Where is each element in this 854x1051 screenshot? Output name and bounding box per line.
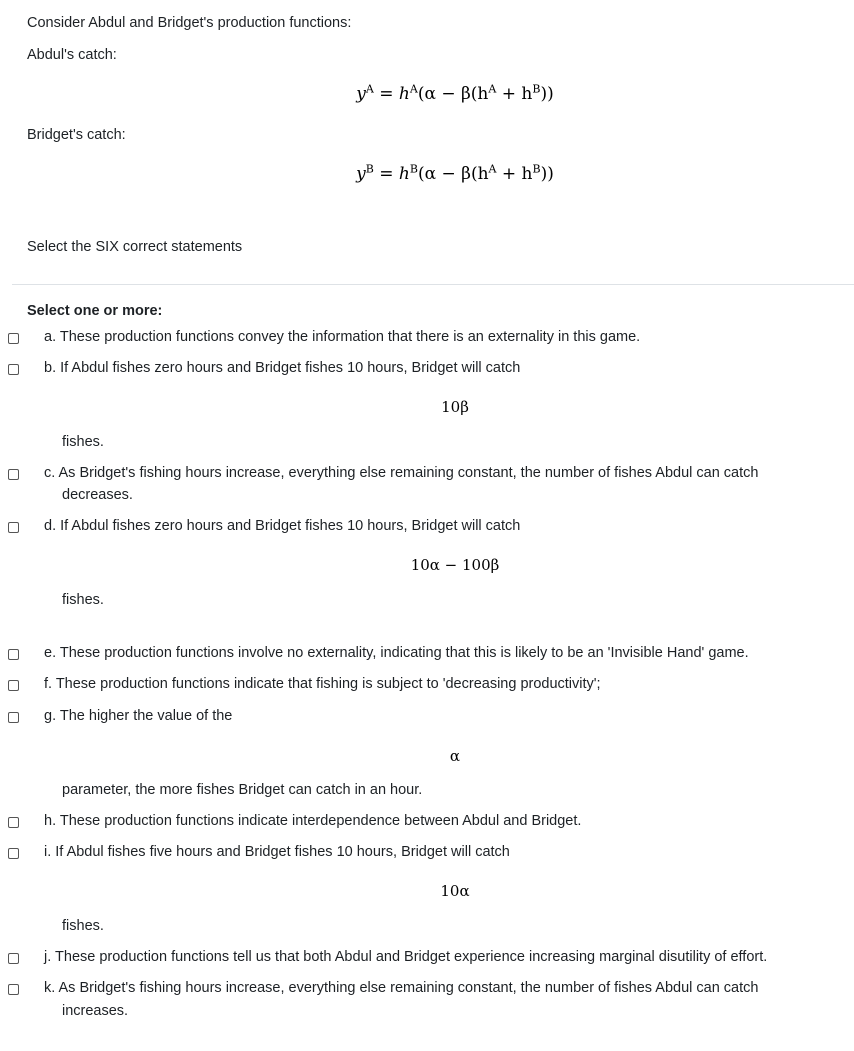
option-d-math: 10α − 100β xyxy=(410,556,500,574)
abdul-formula: $y^A = h^A(\alpha - \beta(h^A + h^B))$ xyxy=(356,82,554,104)
option-b-math: 10β xyxy=(441,398,469,416)
option-c-continuation: decreases. xyxy=(62,487,133,503)
option-e-label[interactable]: e. These production functions involve no externality, indicating that this is likely to be an 'Invisible Hand' game. xyxy=(44,645,749,661)
option-k-continuation: increases. xyxy=(62,1003,129,1019)
option-f-label[interactable]: f. These production functions indicate that fishing is subject to 'decreasing productivity'; xyxy=(44,676,601,692)
option-h-label[interactable]: h. These production functions indicate interdependence between Abdul and Bridget. xyxy=(44,813,582,829)
option-f-checkbox[interactable] xyxy=(8,680,19,691)
option-d-checkbox[interactable] xyxy=(8,522,19,533)
option-i-suffix: fishes. xyxy=(62,918,104,934)
bridget-formula: $y^B = h^B(\alpha - \beta(h^A + h^B))$ xyxy=(356,162,554,184)
instruction: Select the SIX correct statements xyxy=(27,239,243,255)
bridget-label: Bridget's catch: xyxy=(27,127,126,143)
option-i-math: 10α xyxy=(440,882,470,900)
option-i-label[interactable]: i. If Abdul fishes five hours and Bridget fishes 10 hours, Bridget will catch xyxy=(44,844,510,860)
question-intro: Consider Abdul and Bridget's production functions: xyxy=(27,15,352,31)
option-k-checkbox[interactable] xyxy=(8,984,19,995)
option-g-checkbox[interactable] xyxy=(8,712,19,723)
divider xyxy=(12,284,854,285)
option-a-checkbox[interactable] xyxy=(8,333,19,344)
option-g-math: α xyxy=(449,747,461,765)
option-c-checkbox[interactable] xyxy=(8,469,19,480)
option-k-label[interactable]: k. As Bridget's fishing hours increase, everything else remaining constant, the number of fishes Abdul can catch xyxy=(44,980,759,996)
option-e-checkbox[interactable] xyxy=(8,649,19,660)
select-prompt: Select one or more: xyxy=(27,303,163,319)
option-b-checkbox[interactable] xyxy=(8,364,19,375)
option-b-suffix: fishes. xyxy=(62,434,104,450)
option-c-label[interactable]: c. As Bridget's fishing hours increase, everything else remaining constant, the number of fishes Abdul can catch xyxy=(44,465,759,481)
option-b-label[interactable]: b. If Abdul fishes zero hours and Bridget fishes 10 hours, Bridget will catch xyxy=(44,360,521,376)
option-j-label[interactable]: j. These production functions tell us that both Abdul and Bridget experience increasing marginal disutility of effort. xyxy=(44,949,768,965)
option-i-checkbox[interactable] xyxy=(8,848,19,859)
option-g-suffix: parameter, the more fishes Bridget can catch in an hour. xyxy=(62,782,423,798)
option-h-checkbox[interactable] xyxy=(8,817,19,828)
option-g-label[interactable]: g. The higher the value of the xyxy=(44,708,233,724)
abdul-label: Abdul's catch: xyxy=(27,47,117,63)
option-j-checkbox[interactable] xyxy=(8,953,19,964)
option-d-label[interactable]: d. If Abdul fishes zero hours and Bridget fishes 10 hours, Bridget will catch xyxy=(44,518,521,534)
option-a-label[interactable]: a. These production functions convey the information that there is an externality in this game. xyxy=(44,329,641,345)
option-d-suffix: fishes. xyxy=(62,592,104,608)
